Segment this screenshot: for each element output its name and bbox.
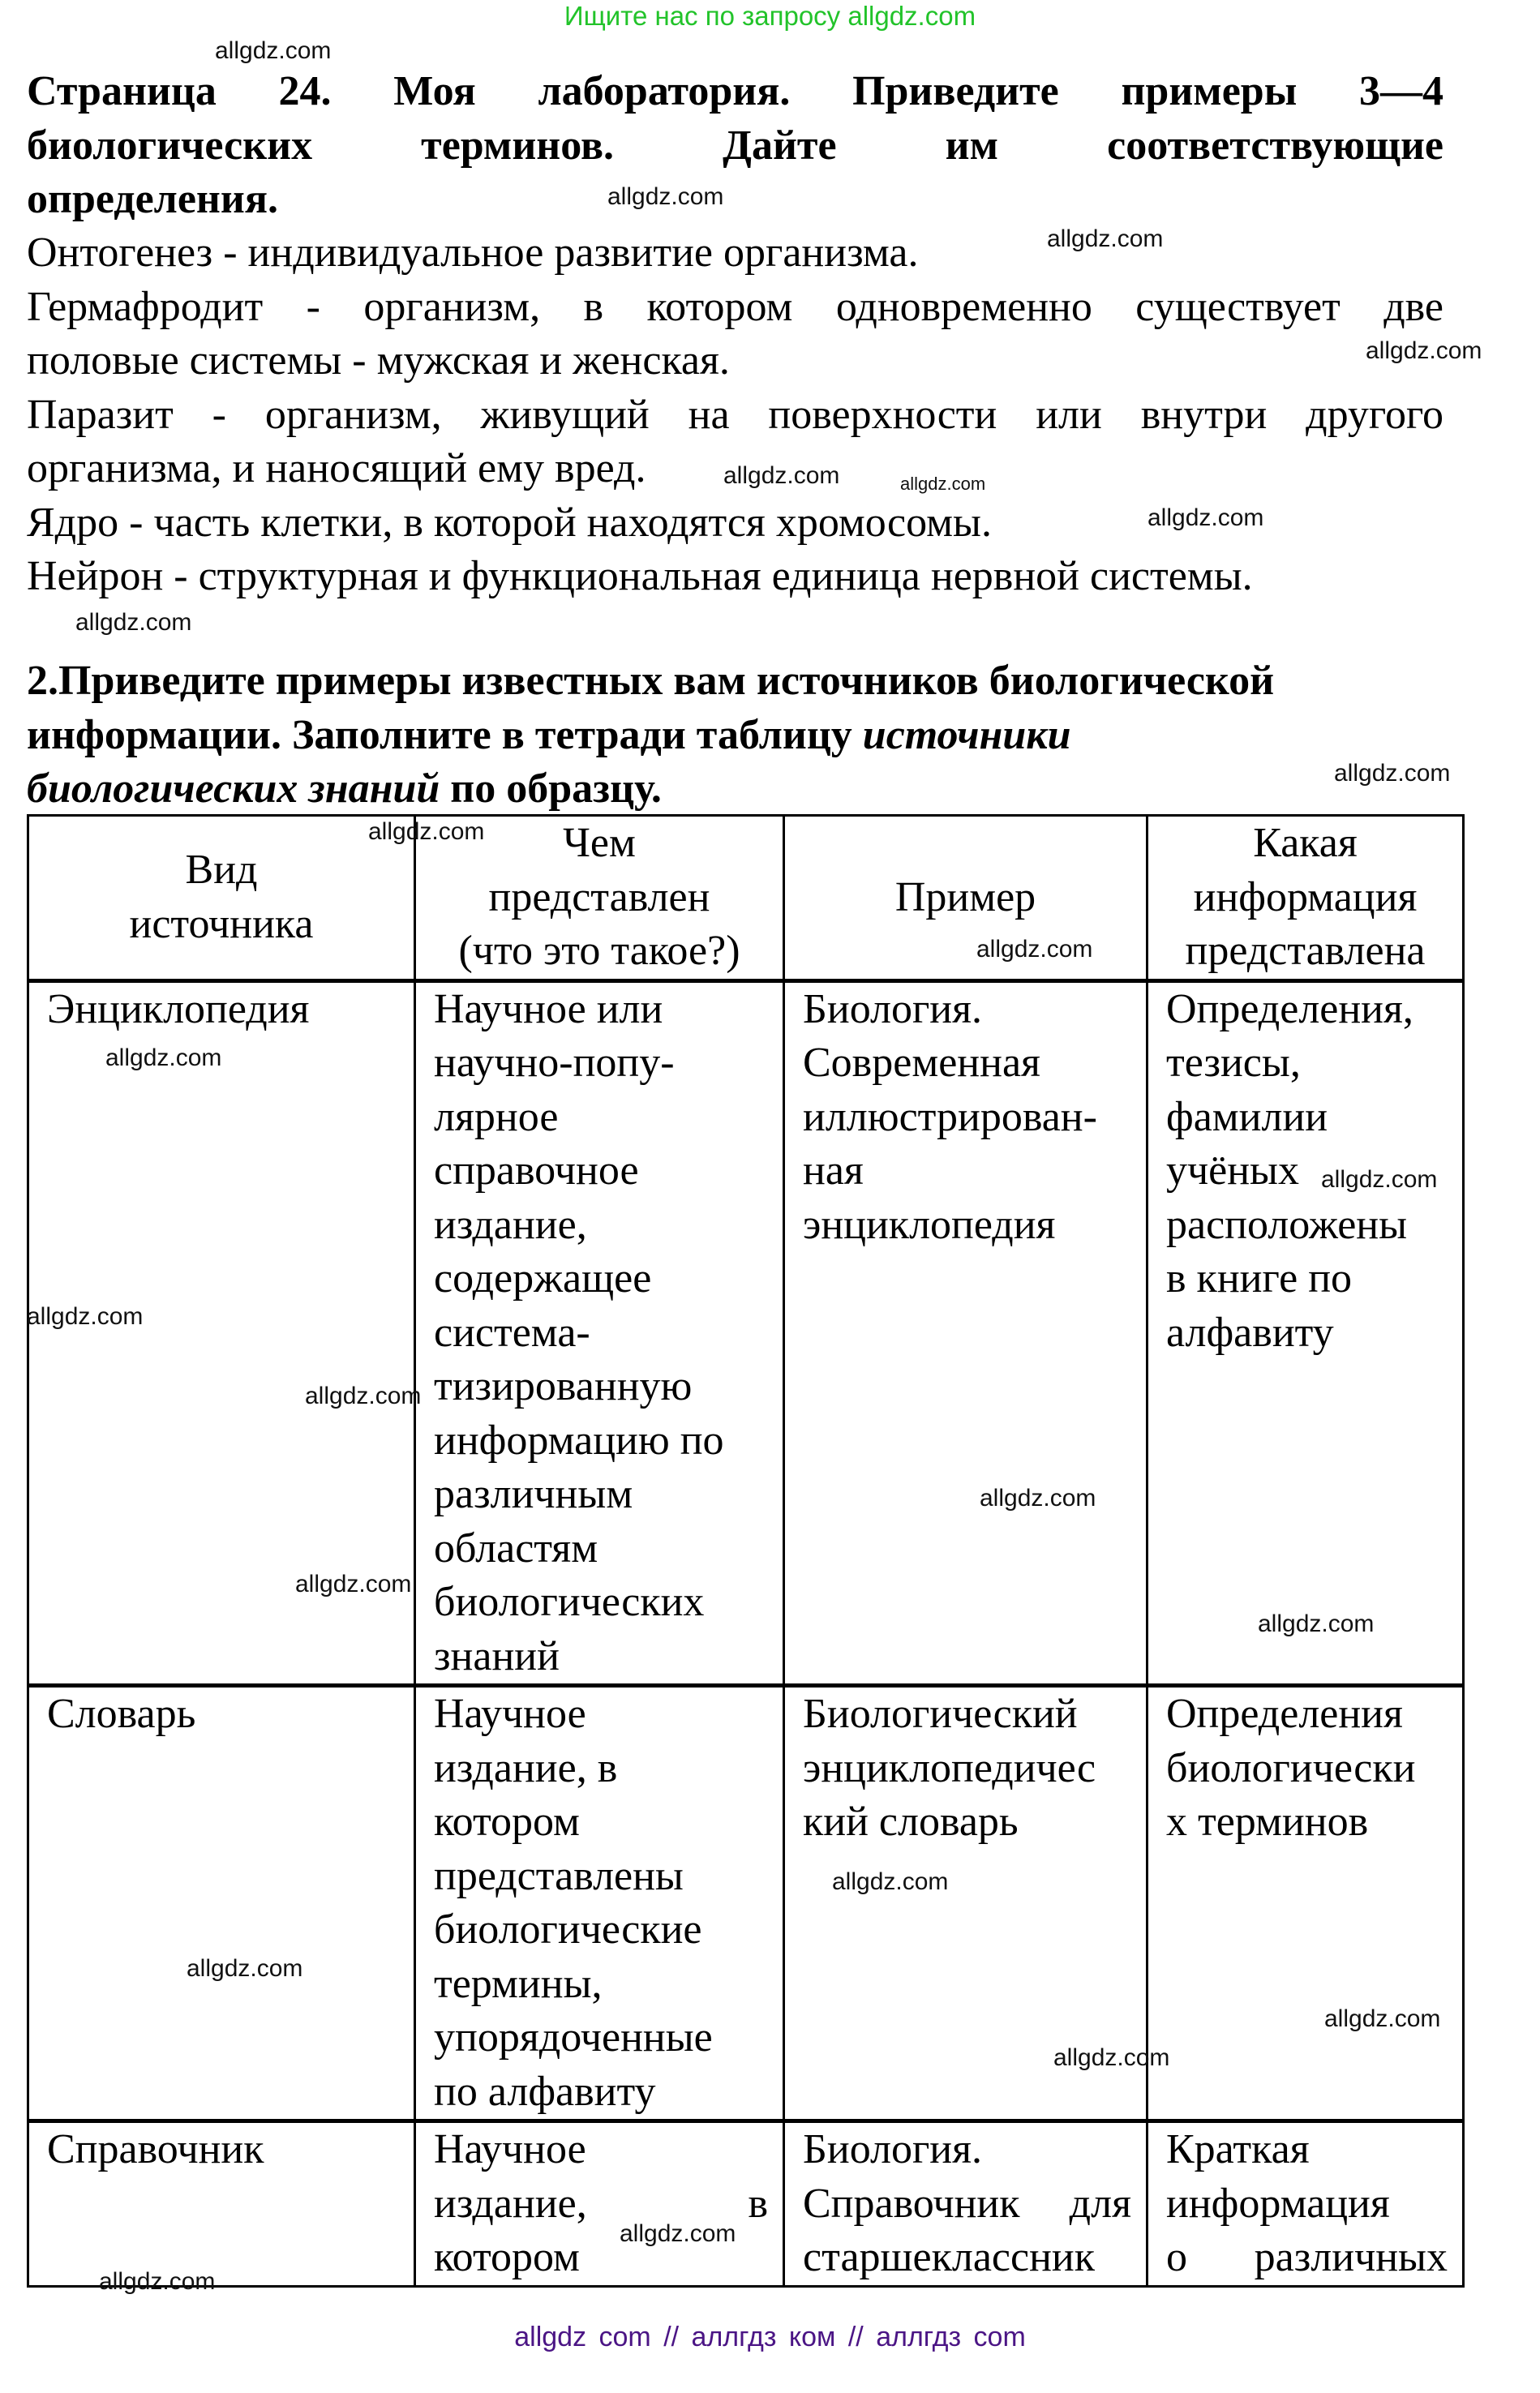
cell-text: учёных xyxy=(1166,1147,1299,1194)
cell-text: информацию по xyxy=(434,1417,724,1464)
heading-line: биологических терминов. Дайте им соответствующие xyxy=(27,122,1443,169)
watermark-text: allgdz.com xyxy=(1147,504,1264,531)
watermark-text: allgdz.com xyxy=(1258,1610,1375,1637)
header-cell xyxy=(28,816,415,981)
cell-text: тезисы, xyxy=(1166,1040,1301,1086)
cell-text: котором xyxy=(434,1799,580,1845)
cell-text: издание, xyxy=(434,1201,587,1248)
cell-text: фамилии xyxy=(1166,1093,1328,1140)
watermark-text: allgdz.com xyxy=(1047,225,1164,252)
search-banner[interactable]: Ищите нас по запросу allgdz.com xyxy=(564,1,976,31)
task2-heading xyxy=(27,654,1443,817)
watermark-text: allgdz.com xyxy=(368,818,485,845)
cell-text: х терминов xyxy=(1166,1799,1369,1845)
cell-text: Справочник xyxy=(47,2126,264,2172)
table-cell xyxy=(28,2121,415,2287)
cell-text: научно-попу- xyxy=(434,1040,675,1086)
watermark-text: allgdz.com xyxy=(75,609,192,636)
watermark-text: allgdz.com xyxy=(187,1955,303,1982)
task2-text: по образцу. xyxy=(440,766,662,812)
table-row xyxy=(28,2121,1464,2287)
cell-text: представлены xyxy=(434,1852,684,1899)
cell-text: Справочник для xyxy=(803,2180,1131,2227)
header-text: Какая xyxy=(1253,820,1358,866)
term-line: организма, и наносящий ему вред. xyxy=(27,445,646,491)
cell-text: Научное xyxy=(434,2126,586,2172)
cell-text: иллюстрирован- xyxy=(803,1093,1097,1140)
footer-links[interactable]: allgdz com // аллгдз ком // аллгдз com xyxy=(514,2322,1026,2352)
cell-text: Определения xyxy=(1166,1691,1403,1737)
cell-text: информация xyxy=(1166,2180,1390,2227)
cell-text: Биология. xyxy=(803,2126,983,2172)
watermark-text: allgdz.com xyxy=(1324,2005,1441,2032)
terms-list xyxy=(27,226,1443,604)
cell-text: Биологический xyxy=(803,1691,1078,1737)
table-cell xyxy=(415,980,784,1686)
header-cell xyxy=(1147,816,1464,981)
term-line: Гермафродит - организм, в котором одновременно существует две xyxy=(27,283,1443,330)
cell-text: в книге по xyxy=(1166,1255,1353,1302)
cell-text: энциклопедичес xyxy=(803,1744,1096,1791)
watermark-text: allgdz.com xyxy=(27,1303,144,1330)
term-line: Паразит - организм, живущий на поверхности или внутри другого xyxy=(27,391,1443,438)
watermark-text: allgdz.com xyxy=(105,1044,222,1071)
task2-line xyxy=(27,762,1443,817)
watermark-text: allgdz.com xyxy=(980,1485,1096,1512)
table-cell xyxy=(28,1686,415,2121)
task2-line: 2.Приведите примеры известных вам источников биологической xyxy=(27,658,1275,704)
watermark-text: allgdz.com xyxy=(99,2268,216,2295)
table-header-row xyxy=(28,816,1464,981)
cell-text: расположены xyxy=(1166,1201,1408,1248)
heading-line: определения. xyxy=(27,176,278,222)
watermark-text: allgdz.com xyxy=(1334,760,1451,787)
header-text: (что это такое?) xyxy=(458,928,740,974)
watermark-text: allgdz.com xyxy=(1321,1166,1438,1193)
term-line: Нейрон - структурная и функциональная единица нервной системы. xyxy=(27,553,1253,599)
header-text: представлен xyxy=(488,873,710,920)
page-heading xyxy=(27,65,1443,227)
table-cell xyxy=(1147,980,1464,1686)
cell-text: Краткая xyxy=(1166,2126,1310,2172)
cell-text: упорядоченные xyxy=(434,2014,713,2061)
watermark-text: allgdz.com xyxy=(976,936,1093,963)
cell-text: издание, в xyxy=(434,1744,618,1791)
cell-text: ная xyxy=(803,1147,864,1194)
table-cell xyxy=(784,2121,1147,2287)
cell-text: Научное xyxy=(434,1691,586,1737)
watermark-text: allgdz.com xyxy=(305,1383,422,1409)
cell-text: кий словарь xyxy=(803,1799,1019,1845)
header-text: Чем xyxy=(563,820,636,866)
task2-italic: биологических знаний xyxy=(27,766,440,812)
table-cell xyxy=(415,2121,784,2287)
cell-text: термины, xyxy=(434,1960,603,2007)
cell-text: содержащее xyxy=(434,1255,652,1302)
header-text: Вид xyxy=(185,847,258,894)
cell-text: биологически xyxy=(1166,1744,1416,1791)
header-text: Пример xyxy=(894,873,1036,920)
table-row xyxy=(28,1686,1464,2121)
table-cell xyxy=(415,1686,784,2121)
table-cell xyxy=(1147,2121,1464,2287)
cell-text: старшеклассник xyxy=(803,2234,1096,2280)
cell-text: по алфавиту xyxy=(434,2068,656,2115)
term-line: половые системы - мужская и женская. xyxy=(27,337,730,384)
task2-line xyxy=(27,709,1443,763)
cell-text: биологические xyxy=(434,1906,702,1953)
task2-text: информации. Заполните в тетради таблицу xyxy=(27,711,863,758)
table-cell xyxy=(784,980,1147,1686)
cell-text: система- xyxy=(434,1309,590,1356)
cell-text: биологических xyxy=(434,1579,705,1625)
task2-italic: источники xyxy=(862,711,1071,758)
watermark-text: allgdz.com xyxy=(295,1571,412,1597)
watermark-text: allgdz.com xyxy=(215,37,332,64)
cell-text: котором xyxy=(434,2234,580,2280)
heading-line: Страница 24. Моя лаборатория. Приведите примеры 3—4 xyxy=(27,68,1443,114)
term-line: Ядро - часть клетки, в которой находятся хромосомы. xyxy=(27,499,992,546)
cell-text: тизированную xyxy=(434,1363,693,1409)
cell-text: издание, в xyxy=(434,2180,768,2227)
watermark-text: allgdz.com xyxy=(607,183,724,210)
cell-text: различным xyxy=(434,1471,633,1517)
cell-text: Научное или xyxy=(434,985,663,1032)
cell-text: энциклопедия xyxy=(803,1201,1056,1248)
cell-text: Словарь xyxy=(47,1691,196,1737)
watermark-text: allgdz.com xyxy=(832,1868,949,1895)
table-row xyxy=(28,980,1464,1686)
cell-text: алфавиту xyxy=(1166,1309,1334,1356)
cell-text: знаний xyxy=(434,1632,560,1679)
term-line: Онтогенез - индивидуальное развитие организма. xyxy=(27,229,919,276)
cell-text: справочное xyxy=(434,1147,639,1194)
header-text: представлена xyxy=(1185,928,1426,974)
cell-text: областям xyxy=(434,1525,598,1572)
cell-text: лярное xyxy=(434,1093,559,1140)
watermark-text: allgdz.com xyxy=(900,474,986,494)
cell-text: Биология. xyxy=(803,985,983,1032)
watermark-text: allgdz.com xyxy=(723,462,840,489)
table-cell xyxy=(1147,1686,1464,2121)
cell-text: Энциклопедия xyxy=(47,985,310,1032)
cell-text: Определения, xyxy=(1166,985,1413,1032)
header-text: источника xyxy=(129,900,314,947)
watermark-text: allgdz.com xyxy=(620,2220,736,2247)
sources-table xyxy=(27,814,1465,2288)
watermark-text: allgdz.com xyxy=(1053,2044,1170,2071)
watermark-text: allgdz.com xyxy=(1366,337,1482,364)
cell-text: о различных xyxy=(1166,2234,1448,2280)
header-text: информация xyxy=(1193,873,1418,920)
cell-text: Современная xyxy=(803,1040,1040,1086)
